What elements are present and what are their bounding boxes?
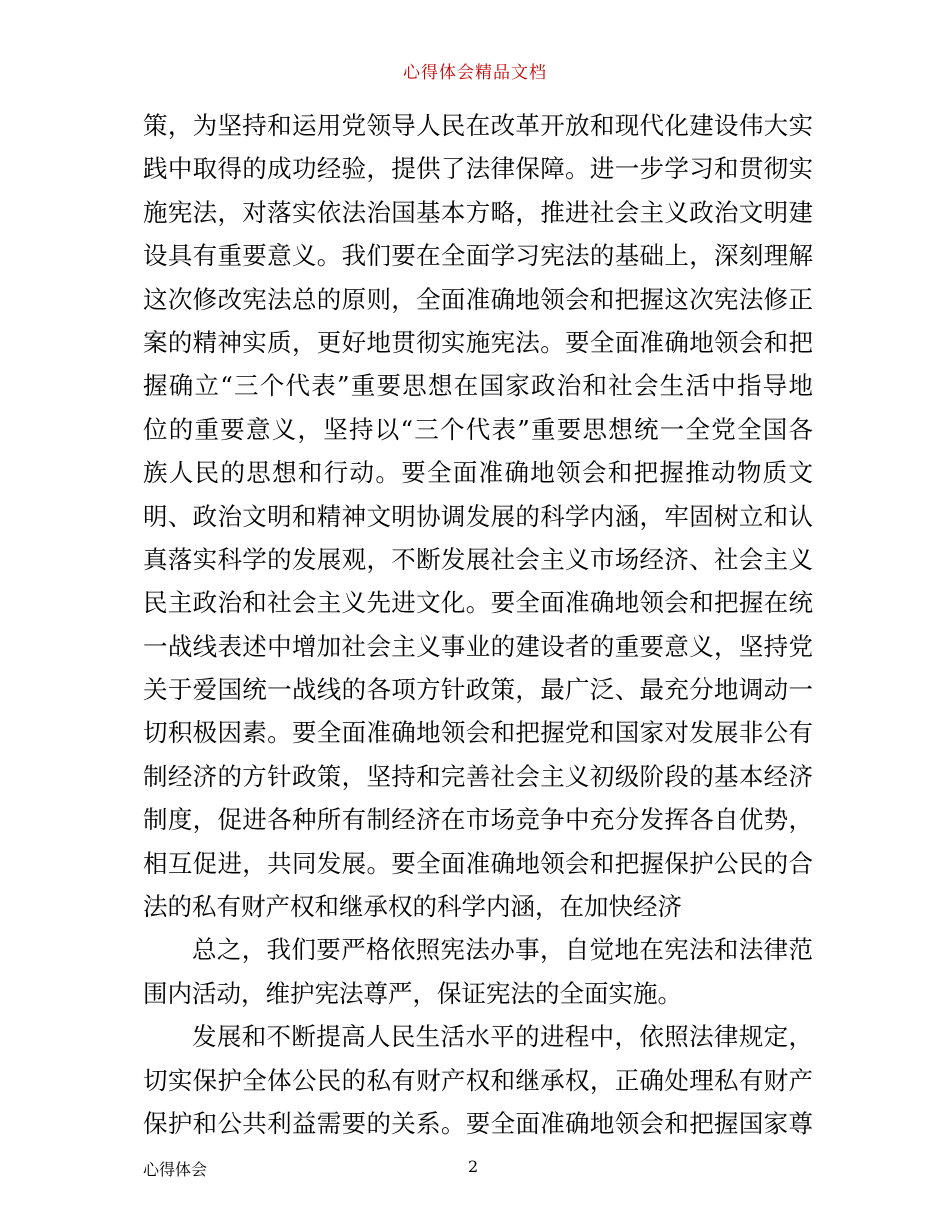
text-line: 关于爱国统一战线的各项方针政策，最广泛、最充分地调动一 xyxy=(143,675,813,705)
text-line: 法的私有财产权和继承权的科学内涵，在加快经济 xyxy=(143,892,682,922)
text-line: 制经济的方针政策，坚持和完善社会主义初级阶段的基本经济 xyxy=(143,761,813,791)
text-line: 策，为坚持和运用党领导人民在改革开放和现代化建设伟大实 xyxy=(143,111,813,140)
text-line: 真落实科学的发展观，不断发展社会主义市场经济、社会主义 xyxy=(143,544,813,574)
text-line: 践中取得的成功经验，提供了法律保障。进一步学习和贯彻实 xyxy=(143,154,813,184)
text-line: 发展和不断提高人民生活水平的进程中，依照法律规定， xyxy=(192,1022,813,1052)
text-line: 明、政治文明和精神文明协调发展的科学内涵，牢固树立和认 xyxy=(143,501,813,531)
footer-label: 心得体会 xyxy=(143,1160,208,1179)
text-line: 保护和公共利益需要的关系。要全面准确地领会和把握国家尊 xyxy=(143,1108,813,1138)
text-line: 制度，促进各种所有制经济在市场竞争中充分发挥各自优势， xyxy=(143,805,813,835)
text-line: 一战线表述中增加社会主义事业的建设者的重要意义，坚持党 xyxy=(143,631,813,661)
text-line: 总之，我们要严格依照宪法办事，自觉地在宪法和法律范 xyxy=(192,935,813,965)
text-line: 位的重要意义，坚持以“三个代表”重要思想统一全党全国各 xyxy=(143,414,813,444)
text-line: 切积极因素。要全面准确地领会和把握党和国家对发展非公有 xyxy=(143,718,813,748)
text-line: 民主政治和社会主义先进文化。要全面准确地领会和把握在统 xyxy=(143,588,813,618)
text-line: 案的精神实质，更好地贯彻实施宪法。要全面准确地领会和把 xyxy=(143,327,813,357)
text-line: 握确立“三个代表”重要思想在国家政治和社会生活中指导地 xyxy=(143,371,813,401)
text-line: 相互促进，共同发展。要全面准确地领会和把握保护公民的合 xyxy=(143,848,813,878)
page-number: 2 xyxy=(468,1157,479,1176)
text-line: 切实保护全体公民的私有财产权和继承权，正确处理私有财产 xyxy=(143,1065,813,1095)
text-line: 这次修改宪法总的原则，全面准确地领会和把握这次宪法修正 xyxy=(143,284,813,314)
document-body xyxy=(143,104,813,1145)
text-line: 施宪法，对落实依法治国基本方略，推进社会主义政治文明建 xyxy=(143,197,813,227)
text-line: 围内活动，维护宪法尊严，保证宪法的全面实施。 xyxy=(143,978,682,1008)
text-line: 族人民的思想和行动。要全面准确地领会和把握推动物质文 xyxy=(143,458,813,488)
document-header-title: 心得体会精品文档 xyxy=(403,63,547,83)
text-line: 设具有重要意义。我们要在全面学习宪法的基础上，深刻理解 xyxy=(143,241,813,271)
